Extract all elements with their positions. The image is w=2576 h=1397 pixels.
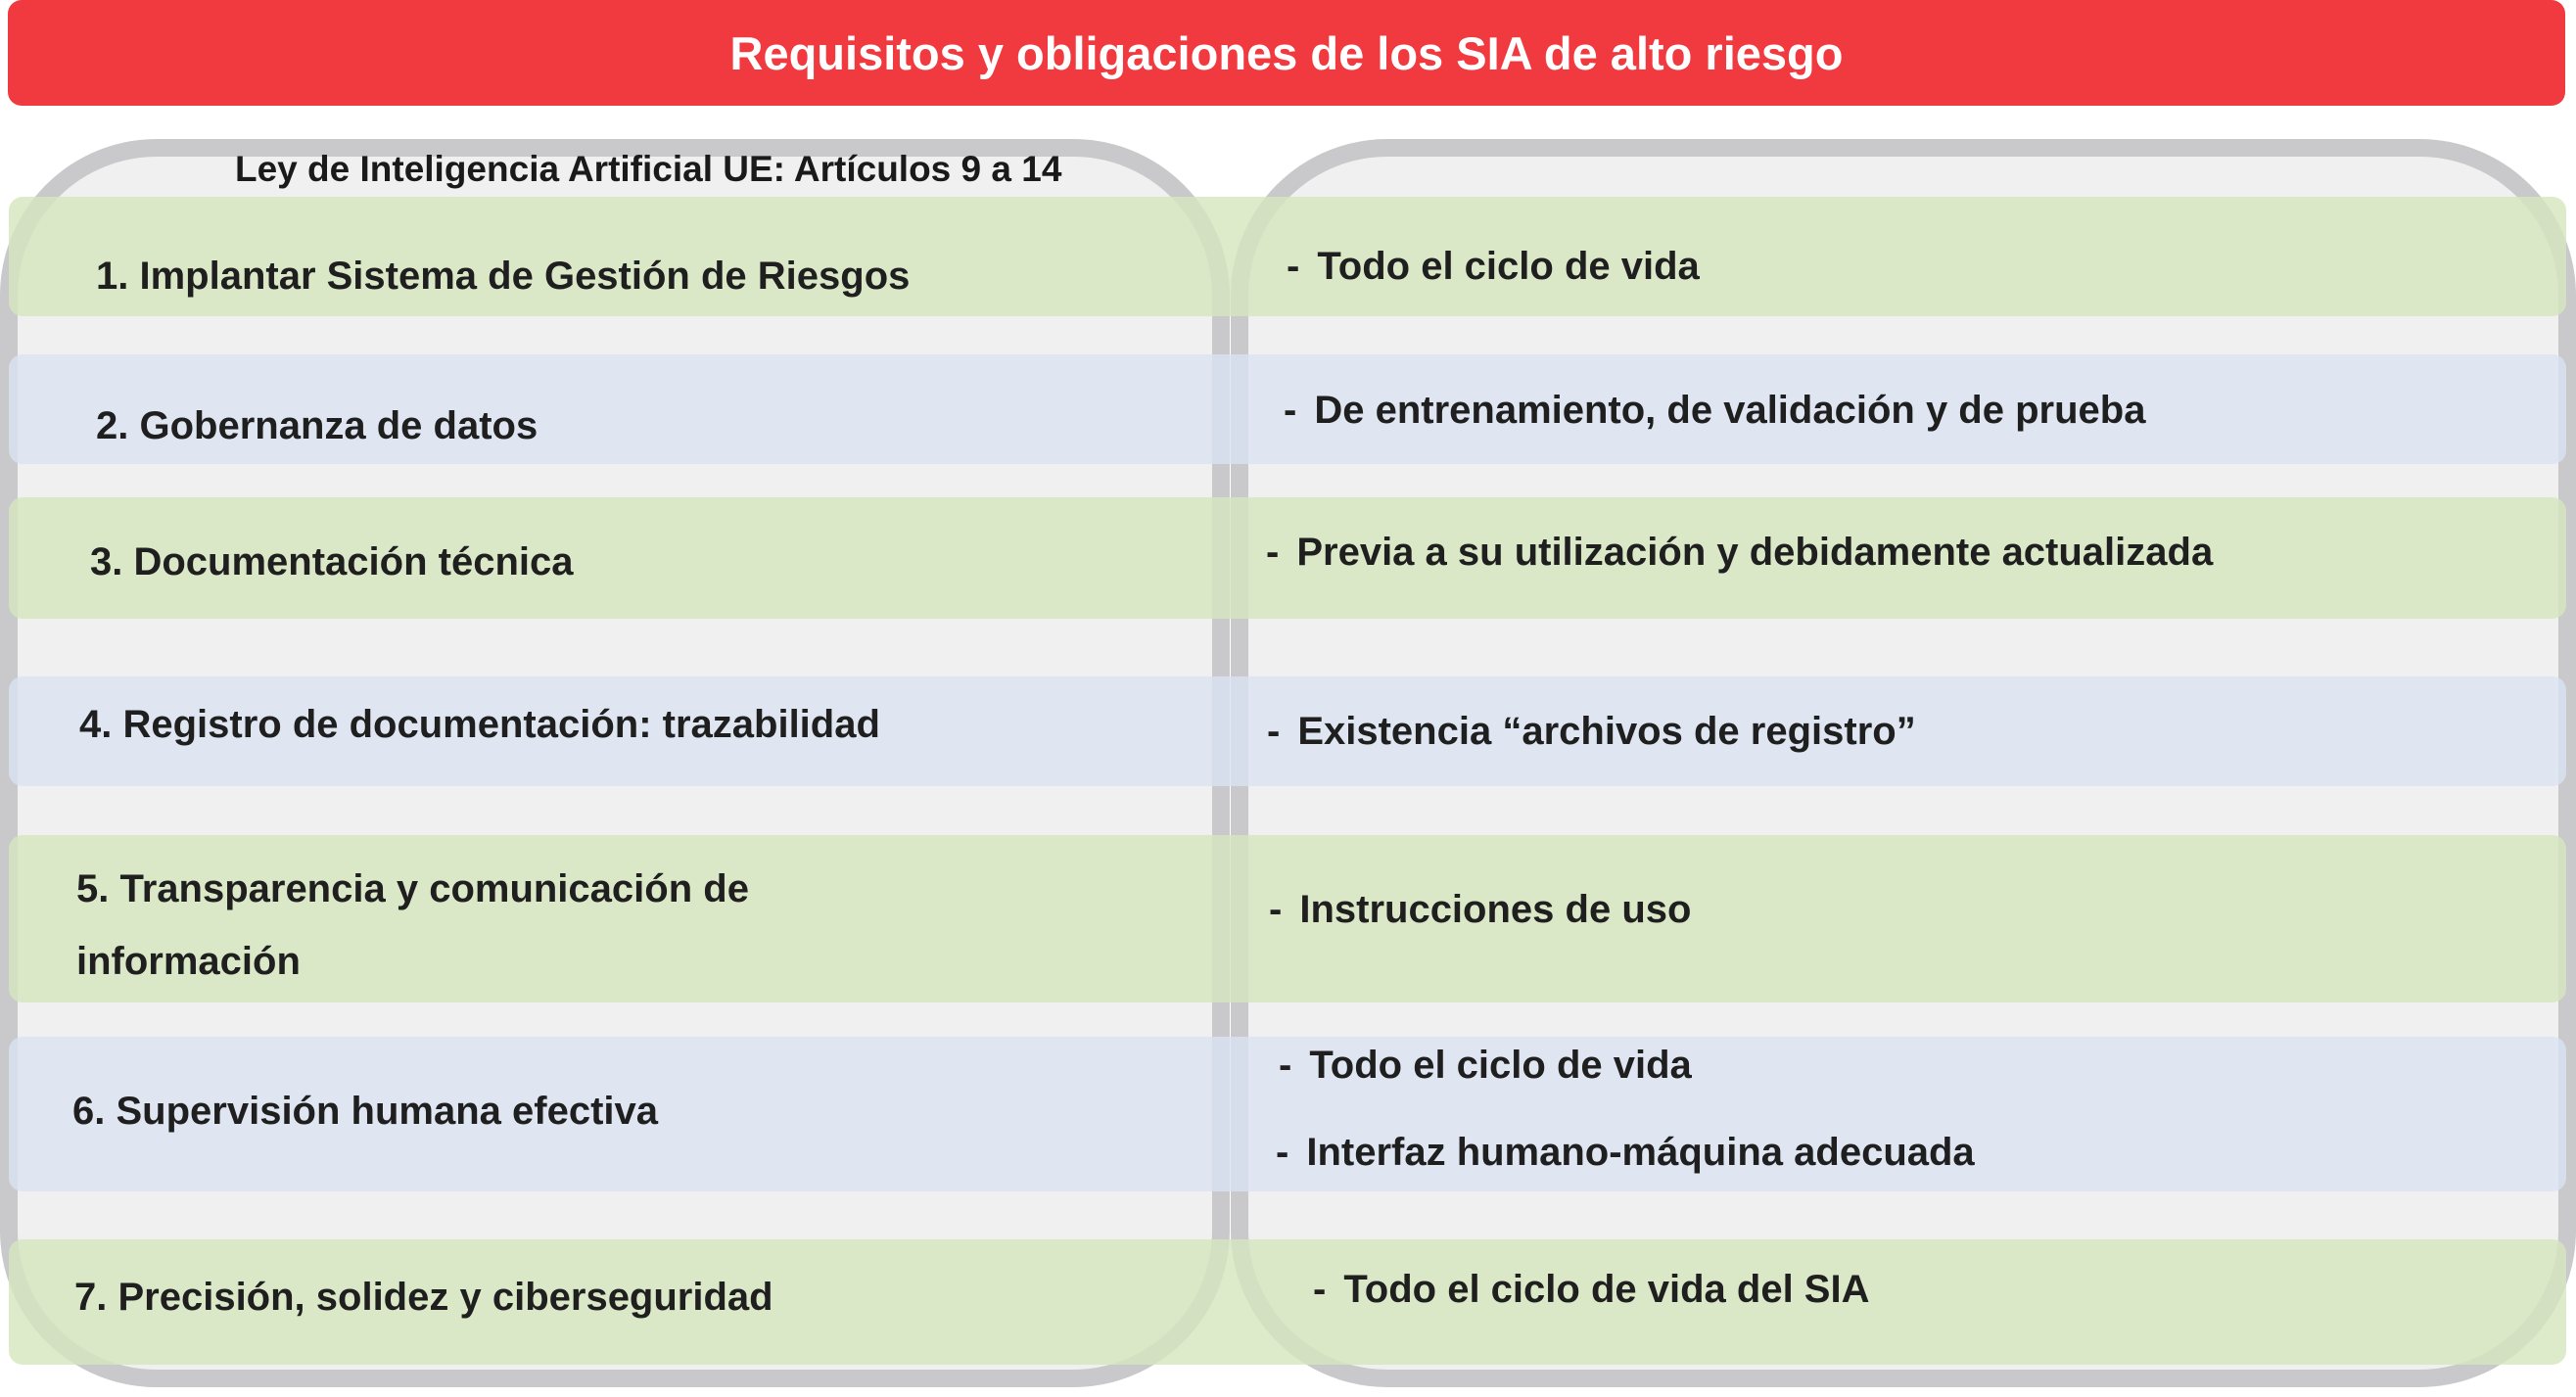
requirement-7: 7. Precisión, solidez y ciberseguridad — [74, 1276, 773, 1319]
requirement-6: 6. Supervisión humana efectiva — [72, 1090, 658, 1133]
requirement-3: 3. Documentación técnica — [90, 540, 574, 583]
requirement-4: 4. Registro de documentación: trazabilidad — [79, 703, 880, 746]
dash-bullet: - — [1269, 888, 1283, 931]
detail-text: Todo el ciclo de vida del SIA — [1343, 1268, 1870, 1311]
detail-1 — [1287, 245, 1700, 289]
dash-bullet: - — [1267, 710, 1281, 753]
detail-6a — [1279, 1044, 1692, 1088]
detail-4 — [1267, 710, 1916, 754]
title-banner — [8, 0, 2565, 106]
dash-bullet: - — [1284, 389, 1297, 432]
dash-bullet: - — [1287, 245, 1300, 288]
requirement-1: 1. Implantar Sistema de Gestión de Riesgos — [96, 255, 911, 298]
detail-7 — [1313, 1268, 1869, 1312]
detail-text: Existencia “archivos de registro” — [1297, 710, 1916, 753]
dash-bullet: - — [1313, 1268, 1327, 1311]
detail-2 — [1284, 389, 2145, 433]
detail-5 — [1269, 888, 1691, 932]
dash-bullet: - — [1279, 1044, 1292, 1087]
detail-text: Previa a su utilización y debidamente actualizada — [1296, 531, 2214, 574]
detail-text: Todo el ciclo de vida — [1309, 1044, 1692, 1087]
detail-text: Todo el ciclo de vida — [1317, 245, 1700, 288]
requirement-5: 5. Transparencia y comunicación de información — [76, 867, 749, 983]
detail-text: Interfaz humano-máquina adecuada — [1306, 1131, 1975, 1174]
requirement-2: 2. Gobernanza de datos — [96, 404, 539, 447]
detail-text: Instrucciones de uso — [1299, 888, 1692, 931]
detail-3 — [1266, 531, 2213, 575]
dash-bullet: - — [1276, 1131, 1289, 1174]
dash-bullet: - — [1266, 531, 1280, 574]
diagram-subtitle: Ley de Inteligencia Artificial UE: Artículos 9 a 14 — [235, 149, 1062, 189]
detail-text: De entrenamiento, de validación y de prueba — [1314, 389, 2146, 432]
diagram-title: Requisitos y obligaciones de los SIA de alto riesgo — [729, 26, 1844, 79]
detail-6b — [1276, 1131, 1975, 1175]
